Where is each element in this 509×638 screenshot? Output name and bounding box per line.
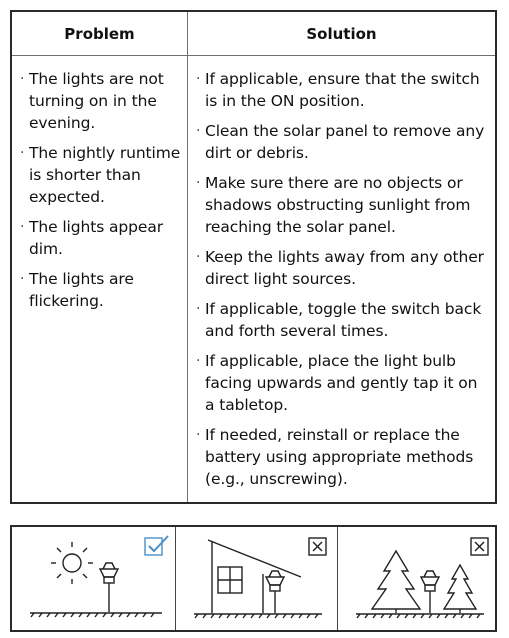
garden-lamp-icon [421, 571, 439, 613]
checkmark-icon [145, 536, 168, 555]
problem-column [20, 68, 184, 320]
scene-trees [338, 527, 495, 630]
x-box-icon [471, 538, 488, 555]
building-shadow-icon [208, 540, 301, 613]
solution-item: · Make sure there are no objects or shadows obstructing sunlight from reaching the solar panel. [196, 172, 488, 238]
troubleshooting-table [10, 10, 497, 504]
solution-item: · If applicable, toggle the switch back and forth several times. [196, 298, 488, 342]
column-divider [187, 12, 188, 502]
solution-item: · If applicable, place the light bulb facing upwards and gently tap it on a tabletop. [196, 350, 488, 416]
x-box-icon [309, 538, 326, 555]
solution-item: · Keep the lights away from any other direct light sources. [196, 246, 488, 290]
scene-sunlight [12, 527, 175, 630]
sun-icon [51, 542, 93, 584]
problem-item: · The lights appear dim. [20, 216, 184, 260]
solution-item: · If applicable, ensure that the switch is in the ON position. [196, 68, 488, 112]
solution-column [196, 68, 488, 498]
table-header-row [12, 12, 495, 56]
problem-item: · The nightly runtime is shorter than expected. [20, 142, 184, 208]
ground-icon [356, 614, 484, 618]
problem-item: · The lights are flickering. [20, 268, 184, 312]
solution-item: · If needed, reinstall or replace the battery using appropriate methods (e.g., unscrewing). [196, 424, 488, 490]
garden-lamp-icon [266, 571, 284, 613]
problem-header: Problem [64, 25, 135, 43]
solution-header: Solution [306, 25, 377, 43]
scene-building-shadow [176, 527, 337, 630]
problem-item: · The lights are not turning on in the evening. [20, 68, 184, 134]
solution-item: · Clean the solar panel to remove any dirt or debris. [196, 120, 488, 164]
ground-icon [30, 613, 162, 617]
ground-icon [194, 614, 322, 618]
placement-illustrations [10, 525, 497, 632]
garden-lamp-icon [100, 563, 118, 612]
